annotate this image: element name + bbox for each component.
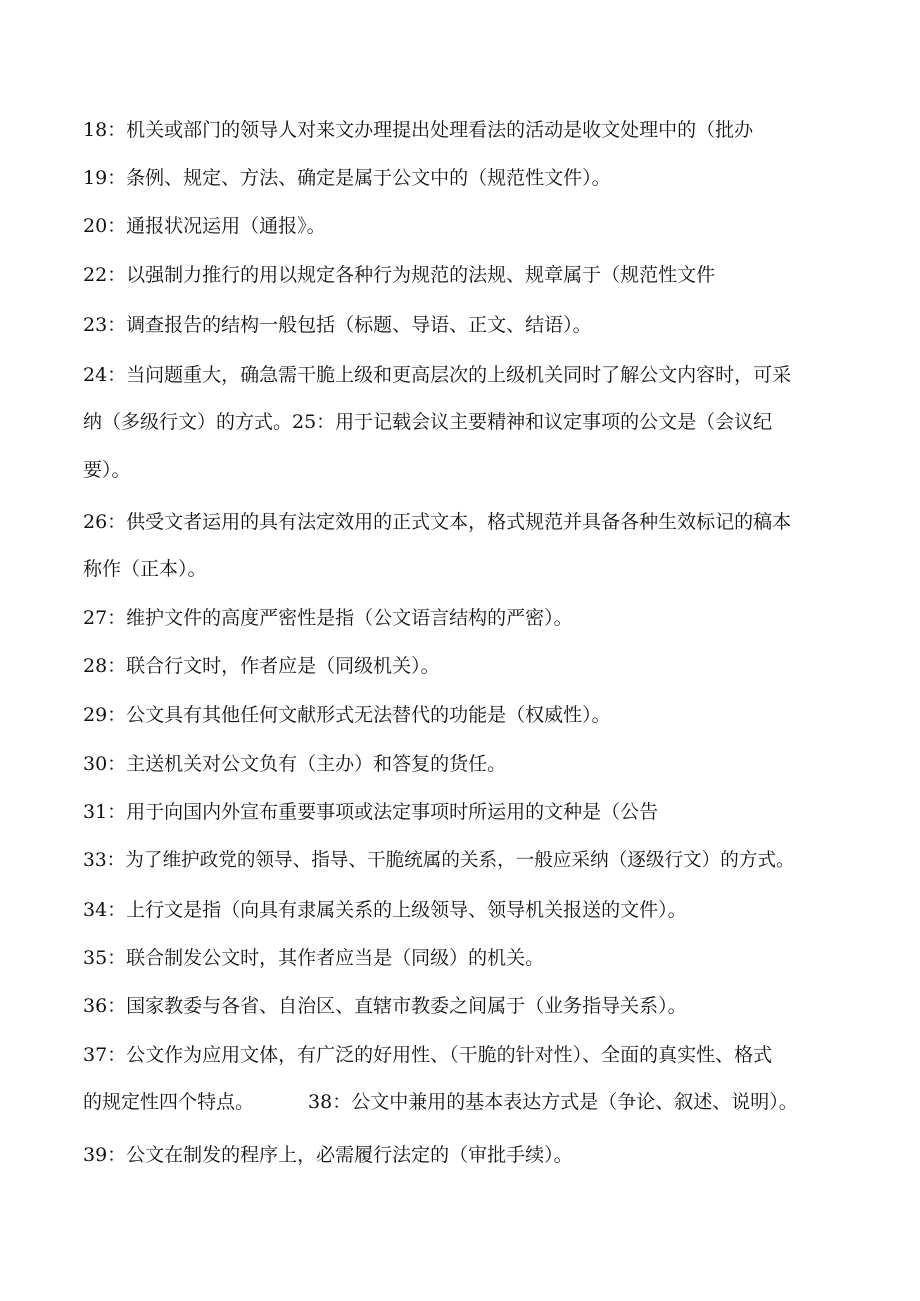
text-line-38: 38：公文中兼用的基本表达方式是（争论、叙述、说明）。: [308, 1091, 798, 1113]
text-line-34: 34：上行文是指（向具有隶属关系的上级领导、领导机关报送的文件）。: [83, 899, 687, 921]
text-line-36: 36：国家教委与各省、自治区、直辖市教委之间属于（业务指导关系）。: [83, 995, 687, 1017]
text-line-35: 35：联合制发公文时，其作者应当是（同级）的机关。: [83, 947, 545, 969]
text-line-20: 20：通报状况运用（通报》。: [83, 215, 326, 237]
text-line-22: 22：以强制力推行的用以规定各种行为规范的法规、规章属于（规范性文件: [83, 264, 716, 286]
text-line-28: 28：联合行文时，作者应是（同级机关）。: [83, 655, 440, 677]
text-line-37: 37：公文作为应用文体，有广泛的好用性、（干脆的针对性）、全面的真实性、格式: [83, 1044, 773, 1066]
text-line-19: 19：条例、规定、方法、确定是属于公文中的（规范性文件）。: [83, 167, 611, 189]
text-line-23: 23：调查报告的结构一般包括（标题、导语、正文、结语）。: [83, 314, 592, 336]
text-line-37-38: [83, 1090, 798, 1114]
text-line-25-cont: 要）。: [83, 459, 131, 481]
text-line-29: 29：公文具有其他任何文献形式无法替代的功能是（权威性）。: [83, 704, 611, 726]
text-line-37-cont: 的规定性四个特点。: [83, 1091, 255, 1113]
text-line-24-cont: 纳（多级行文）的方式。25：用于记载会议主要精神和议定事项的公文是（会议纪: [83, 411, 773, 433]
text-line-30: 30：主送机关对公文负有（主办）和答复的货任。: [83, 753, 507, 775]
text-line-33: 33：为了维护政党的领导、指导、干脆统属的关系，一般应采纳（逐级行文）的方式。: [83, 850, 795, 871]
text-line-39: 39：公文在制发的程序上，必需履行法定的（审批手续）。: [83, 1144, 573, 1166]
text-line-26-cont: 称作（正本）。: [83, 558, 207, 580]
text-line-26: 26：供受文者运用的具有法定效用的正式文本，格式规范并具备各种生效标记的稿本: [83, 511, 792, 533]
text-line-18: 18：机关或部门的领导人对来文办理提出处理看法的活动是收文处理中的（批办: [83, 119, 754, 141]
text-line-24: 24：当问题重大，确急需干脆上级和更高层次的上级机关同时了解公文内容时，可采: [83, 364, 792, 386]
text-line-31: 31：用于向国内外宣布重要事项或法定事项时所运用的文种是（公告: [83, 801, 659, 823]
text-line-27: 27：维护文件的高度严密性是指（公文语言结构的严密）。: [83, 607, 573, 629]
